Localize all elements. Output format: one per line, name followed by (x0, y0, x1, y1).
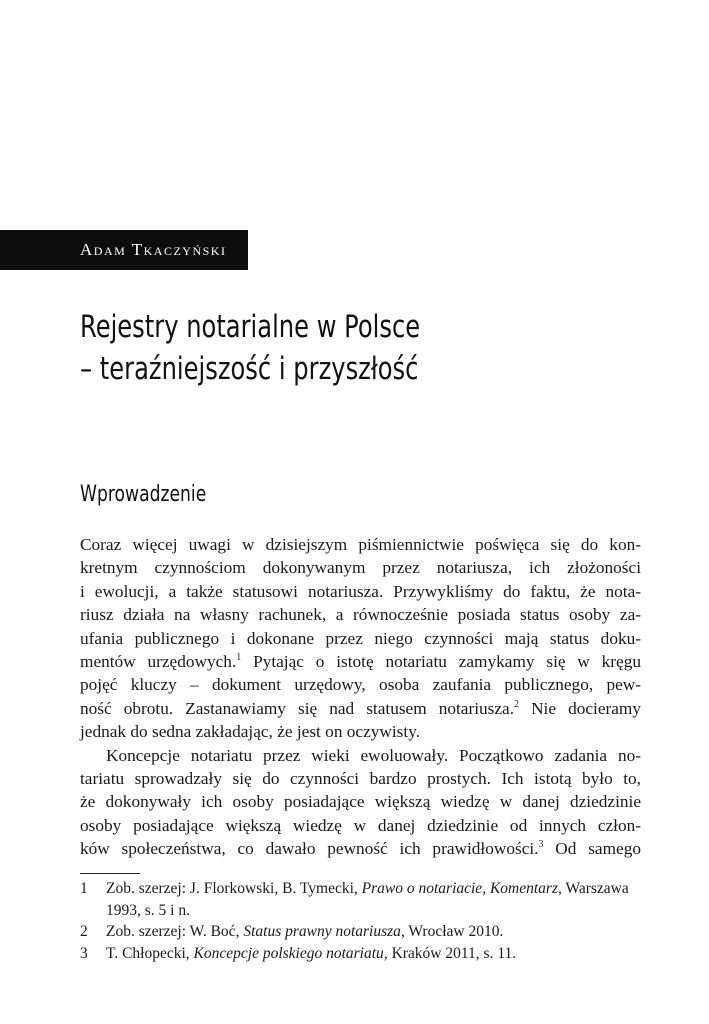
body-line: ność obrotu. Zastanawiamy się nad statusem notariusza.$^2$ Nie docieramy (80, 698, 641, 718)
footnote-ref-1[interactable]: 1 (236, 651, 242, 663)
body-line: i ewolucji, a także statusowi notariusza. Przywykliśmy do faktu, że nota- (80, 581, 641, 601)
footnote-number: 1 (80, 880, 88, 897)
title-line-1: Rejestry notarialne w Polsce (80, 309, 421, 345)
body-line: ków społeczeństwa, co dawało pewność ich prawidłowości.$^3$ Od samego (80, 839, 641, 859)
footnote-number: 3 (80, 944, 88, 962)
title-line-2: – teraźniejszość i przyszłość (80, 351, 419, 387)
footnote-3: 3 T. Chłopecki, Koncepcje polskiego notariatu, Kraków 2011, s. 11. (80, 943, 641, 965)
body-line: pojęć kluczy – dokument urzędowy, osoba zaufania publicznego, pew- (80, 675, 641, 695)
body-text (80, 533, 641, 860)
footnotes (80, 878, 641, 964)
body-line: riusz działa na własny rachunek, a równocześnie posiada status osoby za- (80, 605, 641, 625)
article-title (80, 306, 517, 390)
body-line: jednak do sedna zakładając, że jest on oczywisty. (80, 722, 421, 742)
footnote-1: 1 Zob. szerzej: J. Florkowski, B. Tymecki, Prawo o notariacie, Komentarz, Warszawa 1993, s. 5 i n. (80, 880, 629, 919)
body-line: tariatu sprowadzały się do czynności bardzo prostych. Ich istotą było to, (80, 768, 641, 788)
footnote-number: 2 (80, 923, 88, 940)
footnote-ref-3[interactable]: 3 (538, 839, 544, 851)
footnote-2: 2 Zob. szerzej: W. Boć, Status prawny notariusza, Wrocław 2010. (80, 921, 641, 943)
body-line: osoby posiadające większą wiedzę w danej dziedzinie od innych człon- (80, 815, 641, 835)
body-line: ufania publicznego i dokonane przez niego czynności mają status doku- (80, 628, 641, 648)
body-line: kretnym czynnościom dokonywanym przez notariusza, ich złożoności (80, 558, 641, 578)
footnote-ref-2[interactable]: 2 (514, 698, 520, 710)
body-line: Coraz więcej uwagi w dzisiejszym piśmiennictwie poświęca się do kon- (80, 535, 641, 554)
body-line: Koncepcje notariatu przez wieki ewoluowały. Początkowo zadania no- (106, 745, 641, 765)
section-heading: Wprowadzenie (80, 482, 207, 507)
body-line: mentów urzędowych.$^1$ Pytając o istotę notariatu zamykamy się w kręgu (80, 651, 641, 671)
author-name: Adam Tkaczyński (0, 230, 248, 270)
body-line: że dokonywały ich osoby posiadające większą wiedzę w danej dziedzinie (80, 792, 641, 812)
footnote-divider (80, 873, 140, 874)
